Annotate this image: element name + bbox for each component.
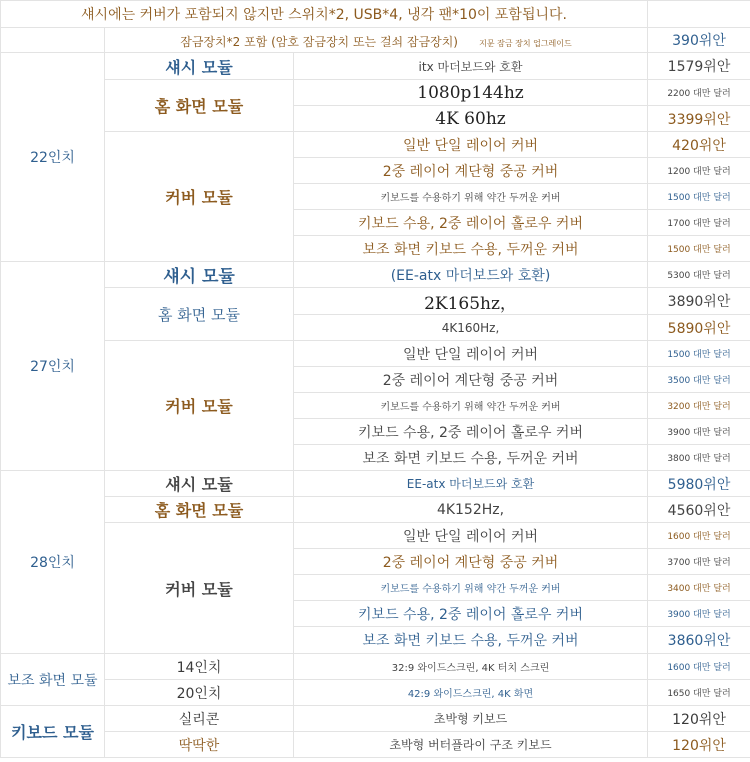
lock-cell <box>105 28 648 53</box>
price-kb-1: 120위안 <box>648 732 750 758</box>
price-27-0: 5300 대만 달러 <box>648 262 750 288</box>
desc-27-7: 보조 화면 키보드 수용, 두꺼운 커버 <box>294 445 648 471</box>
lock-price: 390위안 <box>648 28 750 53</box>
header-title: 섀시에는 커버가 포함되지 않지만 스위치*2, USB*4, 냉각 팬*10이 포함됩니다. <box>1 1 648 28</box>
desc-22-7: 보조 화면 키보드 수용, 두꺼운 커버 <box>294 236 648 262</box>
module-cover-22: 커버 모듈 <box>105 132 294 262</box>
price-kb-0: 120위안 <box>648 706 750 732</box>
price-22-1: 2200 대만 달러 <box>648 80 750 106</box>
lock-upgrade: 지문 잠금 장치 업그레이드 <box>479 38 572 48</box>
module-14: 14인치 <box>105 654 294 680</box>
price-28-5: 3900 대만 달러 <box>648 601 750 627</box>
module-hard: 딱딱한 <box>105 732 294 758</box>
price-28-2: 1600 대만 달러 <box>648 523 750 549</box>
price-28-3: 3700 대만 달러 <box>648 549 750 575</box>
price-28-6: 3860위안 <box>648 627 750 654</box>
desc-28-6: 보조 화면 키보드 수용, 두꺼운 커버 <box>294 627 648 654</box>
price-27-1: 3890위안 <box>648 288 750 315</box>
module-cover-27: 커버 모듈 <box>105 341 294 471</box>
module-20: 20인치 <box>105 680 294 706</box>
desc-27-6: 키보드 수용, 2중 레이어 홀로우 커버 <box>294 419 648 445</box>
size-28: 28인치 <box>1 471 105 654</box>
price-28-1: 4560위안 <box>648 497 750 523</box>
header-empty <box>648 1 750 28</box>
desc-27-0: (EE-atx 마더보드와 호환) <box>294 262 648 288</box>
price-sub-0: 1600 대만 달러 <box>648 654 750 680</box>
lock-empty <box>1 28 105 53</box>
desc-27-3: 일반 단일 레이어 커버 <box>294 341 648 367</box>
desc-22-6: 키보드 수용, 2중 레이어 홀로우 커버 <box>294 210 648 236</box>
desc-sub-0: 32:9 와이드스크린, 4K 터치 스크린 <box>294 654 648 680</box>
desc-28-1: 4K152Hz, <box>294 497 648 523</box>
desc-28-5: 키보드 수용, 2중 레이어 홀로우 커버 <box>294 601 648 627</box>
desc-28-4: 키보드를 수용하기 위해 약간 두꺼운 커버 <box>294 575 648 601</box>
desc-27-1: 2K165hz， <box>294 288 648 315</box>
desc-22-3: 일반 단일 레이어 커버 <box>294 132 648 158</box>
desc-22-1: 1080p144hz <box>294 80 648 106</box>
desc-27-5: 키보드를 수용하기 위해 약간 두꺼운 커버 <box>294 393 648 419</box>
price-22-2: 3399위안 <box>648 106 750 132</box>
price-27-7: 3800 대만 달러 <box>648 445 750 471</box>
module-home-27: 홈 화면 모듈 <box>105 288 294 341</box>
price-27-2: 5890위안 <box>648 315 750 341</box>
price-27-5: 3200 대만 달러 <box>648 393 750 419</box>
module-chassis-22: 섀시 모듈 <box>105 53 294 80</box>
desc-28-2: 일반 단일 레이어 커버 <box>294 523 648 549</box>
module-cover-28: 커버 모듈 <box>105 523 294 654</box>
price-27-6: 3900 대만 달러 <box>648 419 750 445</box>
desc-22-4: 2중 레이어 계단형 중공 커버 <box>294 158 648 184</box>
module-chassis-27: 섀시 모듈 <box>105 262 294 288</box>
price-22-0: 1579위안 <box>648 53 750 80</box>
desc-28-3: 2중 레이어 계단형 중공 커버 <box>294 549 648 575</box>
desc-22-5: 키보드를 수용하기 위해 약간 두꺼운 커버 <box>294 184 648 210</box>
size-22: 22인치 <box>1 53 105 262</box>
size-27: 27인치 <box>1 262 105 471</box>
desc-kb-1: 초박형 버터플라이 구조 키보드 <box>294 732 648 758</box>
desc-22-0: itx 마더보드와 호환 <box>294 53 648 80</box>
price-27-4: 3500 대만 달러 <box>648 367 750 393</box>
desc-27-4: 2중 레이어 계단형 중공 커버 <box>294 367 648 393</box>
size-subscreen: 보조 화면 모듈 <box>1 654 105 706</box>
price-22-6: 1700 대만 달러 <box>648 210 750 236</box>
price-28-0: 5980위안 <box>648 471 750 497</box>
price-22-5: 1500 대만 달러 <box>648 184 750 210</box>
price-22-3: 420위안 <box>648 132 750 158</box>
price-22-7: 1500 대만 달러 <box>648 236 750 262</box>
module-chassis-28: 섀시 모듈 <box>105 471 294 497</box>
price-sub-1: 1650 대만 달러 <box>648 680 750 706</box>
size-keyboard: 키보드 모듈 <box>1 706 105 758</box>
price-27-3: 1500 대만 달러 <box>648 341 750 367</box>
module-home-28: 홈 화면 모듈 <box>105 497 294 523</box>
price-28-4: 3400 대만 달러 <box>648 575 750 601</box>
price-22-4: 1200 대만 달러 <box>648 158 750 184</box>
desc-22-2: 4K 60hz <box>294 106 648 132</box>
module-home-22: 홈 화면 모듈 <box>105 80 294 132</box>
desc-sub-1: 42:9 와이드스크린, 4K 화면 <box>294 680 648 706</box>
module-silicone: 실리콘 <box>105 706 294 732</box>
lock-label: 잠금장치*2 포함 (암호 잠금장치 또는 걸쇠 잠금장치) <box>180 34 458 49</box>
desc-kb-0: 초박형 키보드 <box>294 706 648 732</box>
desc-28-0: EE-atx 마더보드와 호환 <box>294 471 648 497</box>
desc-27-2: 4K160Hz, <box>294 315 648 341</box>
